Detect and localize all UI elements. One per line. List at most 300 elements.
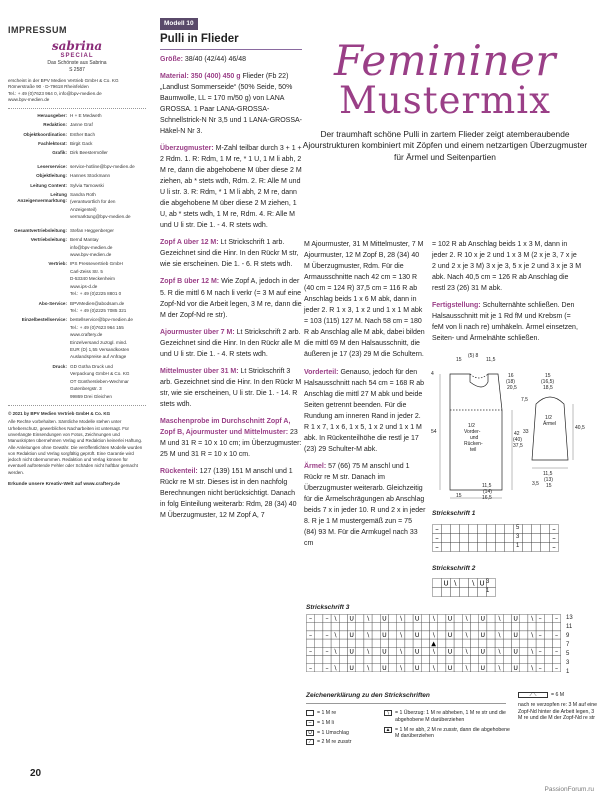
chart-cell — [442, 525, 451, 534]
row-number: 1 — [516, 543, 520, 549]
chart-cell — [544, 647, 552, 655]
chart-symbol: – — [538, 648, 542, 656]
chart-symbol: U — [479, 579, 485, 588]
k2tog-symbol: ∕ — [306, 739, 314, 745]
chart-cell — [405, 623, 413, 631]
chart-symbol: U — [480, 632, 486, 640]
chart-cell — [496, 543, 505, 552]
chart-cell — [460, 543, 469, 552]
chart-cell — [487, 647, 495, 655]
chart-cell — [315, 647, 323, 655]
chart-cell — [454, 647, 462, 655]
dim-label: (40) — [513, 437, 522, 443]
impressum-value-line: www.craftery.de — [70, 332, 103, 338]
impressum-value — [70, 173, 146, 180]
chart-symbol: ∖ — [497, 664, 502, 672]
chart-symbol: ∖ — [333, 648, 338, 656]
chart-cell — [553, 623, 561, 631]
impressum-value-line: Anzeigenteil) — [70, 206, 97, 212]
dim-label: 54 — [431, 429, 437, 435]
chart-cell — [454, 631, 462, 639]
chart-cell — [433, 588, 442, 597]
chart-symbol: U — [414, 615, 420, 623]
legal-note: Alle Rechte vorbehalten. Sämtliche Modelle stehen unter Urheberschutz, gewerbliches Nacharbeiten ist untersagt. Für unverlangte Einsendungen von Fotos, Zeichnungen und Manuskripten übernehmen Verlag und Redaktion keinerlei Haftung. Alle Anleitungen ohne Gewähr. Die veröffentlichten Modelle wurden von Redaktion und Verlag sorgfältig geprüft. Eine Garantie wird jedoch nicht übernommen. Redaktion und Verlag können für eventuell auftretende Fehler oder Schäden nicht haftbar gemacht werden. — [8, 419, 143, 475]
chart-cell — [471, 623, 479, 631]
chart-cell — [442, 543, 451, 552]
chart-symbol: U — [513, 632, 518, 640]
chart-cell — [372, 647, 380, 655]
chart-cell — [487, 656, 495, 664]
impressum-row — [8, 141, 146, 148]
chart-cell — [405, 631, 413, 639]
chart-cell — [528, 639, 536, 647]
chart-cell — [523, 543, 532, 552]
chart-cell — [442, 588, 451, 597]
chart-cell — [505, 525, 514, 534]
chart-symbol: – — [435, 525, 439, 534]
chart-cell — [503, 647, 511, 655]
dim-label: (14) — [483, 489, 492, 495]
instruction-paragraph — [304, 239, 426, 361]
chart-cell — [496, 534, 505, 543]
impressum-key: Einzelbestellservice: — [21, 317, 67, 323]
chart-cell — [433, 579, 442, 588]
chart-cell — [520, 631, 528, 639]
paragraph-text: Lt Strickschrift 1 arb. Gezeichnet sind die Hinr. In den Rückr M str, wie sie erscheinen. Die 1. - 6. R stets wdh. — [160, 239, 299, 269]
chart-cell — [553, 656, 561, 664]
address-line: erscheint in der BPV Medien Vertrieb GmbH & Co. KG — [8, 77, 119, 83]
chart-cell — [471, 647, 479, 655]
chart-symbol: ∖ — [431, 648, 436, 656]
impressum-value-line: Stefan Heggenberger — [70, 227, 114, 233]
chart-symbol: ∖ — [333, 632, 338, 640]
dim-label: 15 — [456, 493, 462, 499]
chart-cell — [471, 631, 479, 639]
impressum-value-line: Sandra Roth — [70, 192, 96, 198]
impressum-row — [8, 150, 146, 157]
chart-cell — [544, 664, 552, 672]
legend-item: = 1 Überzug: 1 M re abheben, 1 M re str und die abgehobene M darüberziehen — [395, 710, 506, 723]
impressum-value — [70, 261, 146, 298]
chart-cell — [487, 639, 495, 647]
chart-cell — [364, 639, 372, 647]
paragraph-text: M-Zahl teilbar durch 3 + 1 + 2 Rdm. 1. R: Rdm, 1 M re, * 1 U, 1 M li abh, 2 M re, dann die abgehobene M über diese 2 M ziehen, ab * stets wdh, Rdm. 2. R: Alle M und U li str. 3. R: Rdm, * 1 M li abh, 2 M re, dann die abgehobene M über diese 2 M ziehen, 1 U, ab * stets wdh, 1 M re, Rdm. 4. R: Alle M und U li str. Die 1. - 4. R stets wdh. — [160, 144, 302, 230]
chart-symbol: ∖ — [464, 648, 469, 656]
chart-cell — [544, 631, 552, 639]
impressum-value-line: www.bpv-medien.de — [70, 252, 112, 257]
chart-title-1: Strickschrift 1 — [432, 510, 476, 517]
instruction-paragraph — [160, 466, 302, 521]
knitting-chart-1 — [432, 524, 556, 552]
row-number: 5 — [516, 525, 520, 531]
chart-cell — [405, 615, 413, 623]
chart-cell — [397, 623, 405, 631]
impressum-row — [8, 183, 146, 190]
chart-cell — [438, 656, 446, 664]
impressum-value-line: bestellservice@bpv-medien.de — [70, 317, 133, 323]
chart-cell — [503, 631, 511, 639]
dim-label: (5) 8 — [468, 353, 479, 359]
chart-cell — [356, 664, 364, 672]
chart-cell — [421, 623, 429, 631]
dim-label: 18,5 — [543, 385, 553, 391]
address-line: www.bpv-medien.de — [8, 97, 50, 103]
chart-symbol: U — [349, 615, 354, 623]
hero-heading — [300, 36, 590, 163]
dim-label: 11,5 — [482, 483, 492, 489]
chart-symbol: – — [555, 615, 559, 623]
impressum-key: Gesamtvertriebsleitung: — [14, 227, 67, 233]
chart-cell — [339, 664, 347, 672]
chart-cell — [469, 543, 478, 552]
chart-cell — [487, 623, 495, 631]
impressum-key: Objektleitung: — [36, 173, 67, 179]
chart-cell — [471, 656, 479, 664]
chart-symbol: ∖ — [464, 615, 469, 623]
chart-symbol: ∖ — [398, 664, 403, 672]
chart-cell — [421, 656, 429, 664]
legend-col-a — [306, 710, 376, 749]
chart-cell — [512, 639, 520, 647]
chart-symbol: – — [309, 648, 313, 656]
impressum-key: Vertrieb: — [48, 261, 67, 267]
chart-cell — [460, 579, 469, 588]
chart-symbol: U — [480, 615, 486, 623]
paragraph-heading: Zopf B über 12 M: — [160, 278, 220, 286]
paragraph-heading: Größe: — [160, 55, 183, 63]
chart-symbol: U — [447, 648, 453, 656]
chart-cell — [315, 615, 323, 623]
chart-cell — [523, 534, 532, 543]
chart-cell — [389, 615, 397, 623]
chart-cell — [462, 656, 470, 664]
chart-grid — [432, 524, 559, 552]
chart-symbol: ∖ — [530, 664, 534, 672]
chart-cell — [438, 647, 446, 655]
chart-cell — [478, 525, 487, 534]
chart-cell — [446, 623, 454, 631]
impressum-row — [8, 261, 146, 298]
chart-cell — [339, 615, 347, 623]
legend-title: Zeichenerklärung zu den Strickschriften — [306, 692, 430, 699]
chart-cell — [462, 639, 470, 647]
impressum-key: Redaktion: — [43, 122, 67, 128]
chart-cell — [339, 639, 347, 647]
dim-label: 33 — [523, 429, 529, 435]
chart-cell — [380, 656, 388, 664]
chart-cell — [405, 664, 413, 672]
brand-logo: sabrina — [51, 38, 103, 53]
chart-cell — [413, 639, 421, 647]
impressum-value-line: Auslandspreise auf Anfrage — [70, 354, 127, 360]
instructions-column-1 — [160, 18, 302, 527]
chart-cell — [454, 664, 462, 672]
page-number: 20 — [30, 768, 42, 779]
chart-cell — [460, 588, 469, 597]
chart-cell — [451, 588, 460, 597]
chart-symbol: ∖ — [470, 579, 476, 588]
copyright: © 2021 by BPV Medien Vertrieb GmbH & Co. KG — [8, 411, 111, 417]
chart-cell — [315, 656, 323, 664]
impressum-value-line: GD Gotha Druck und — [70, 363, 113, 369]
paragraph-text: Lt Strickschrift 2 arb. Gezeichnet sind die Hinr. In den Rückr alle M und U li str. Die 1. - 4. R stets wdh. — [160, 328, 301, 358]
impressum-value-line: Dirk Beestermöller — [70, 150, 108, 156]
piece-label: 1/2 — [545, 415, 552, 421]
chart-symbol: U — [382, 615, 387, 623]
chart-cell — [372, 656, 380, 664]
chart-cell — [315, 664, 323, 672]
address-line: Tel.: + 49 (0)7623 964 0, info@bpv-medien.de — [8, 90, 102, 96]
chart-cell — [487, 664, 495, 672]
chart-symbol: – — [555, 664, 559, 672]
chart-cell — [471, 664, 479, 672]
impressum-value-line: Hannes Stockmann — [70, 173, 111, 179]
impressum-row — [8, 164, 146, 171]
chart-cell — [307, 656, 315, 664]
chart-cell — [536, 623, 544, 631]
chart-cell — [380, 639, 388, 647]
row-number: 7 — [566, 642, 570, 648]
chart-cell — [372, 639, 380, 647]
chart-cell — [544, 615, 552, 623]
impressum-row — [8, 364, 146, 401]
dim-label: 15 — [456, 357, 462, 363]
hero-title-line1: Femininer — [334, 36, 556, 85]
chart-cell — [356, 639, 364, 647]
paragraph-text: Lt Strickschrift 3 arb. Gezeichnet sind die Hinr. In den Rückr M str, wie sie erscheinen, U li str. Die 1. - 14. R stets wdh. — [160, 367, 302, 408]
impressum-value-line: IPS Pressevertrieb GmbH — [70, 261, 123, 267]
chart-cell — [364, 656, 372, 664]
impressum-value-line: Bernd Mantay — [70, 237, 99, 243]
instruction-paragraph — [160, 237, 302, 270]
chart-symbol: U — [513, 664, 518, 672]
chart-cell — [323, 639, 331, 647]
paragraph-heading: Maschenprobe im Durchschnitt Zopf A, Zopf B, Ajourmuster und Mittelmuster: — [160, 418, 291, 437]
chart-symbol: U — [443, 579, 449, 588]
chart-cell — [503, 623, 511, 631]
chart-cell — [438, 631, 446, 639]
dim-label: 4 — [431, 371, 434, 377]
chart-symbol: U — [414, 648, 420, 656]
impressum-value-line: 99869 Drei Gleichen — [70, 393, 112, 399]
impressum-key: Leitung Content: — [30, 182, 67, 188]
chart-cell — [315, 631, 323, 639]
chart-cell — [348, 639, 356, 647]
chart-cell — [405, 639, 413, 647]
impressum-row — [8, 237, 146, 259]
chart-symbol: ∖ — [464, 632, 469, 640]
chart-cell — [460, 525, 469, 534]
chart-cell — [544, 656, 552, 664]
instruction-paragraph — [160, 276, 302, 320]
impressum-value-line: Verpackung GmbH & Co. KG — [70, 371, 130, 377]
chart-cell — [356, 615, 364, 623]
impressum-value-line: Esther Bach — [70, 131, 96, 137]
dim-label: 16 — [508, 373, 514, 379]
chart-symbol: ∖ — [431, 664, 436, 672]
knitting-chart-3 — [306, 614, 562, 678]
chart-cell — [454, 639, 462, 647]
instruction-paragraph — [160, 54, 302, 65]
paragraph-heading: Mittelmuster über 31 M: — [160, 367, 239, 375]
piece-label: und — [470, 435, 479, 441]
chart-cell — [528, 656, 536, 664]
chart-grid — [306, 614, 561, 672]
chart-cell — [495, 656, 503, 664]
paragraph-heading: Fertigstellung: — [432, 302, 481, 310]
paragraph-text: Schulternähte schließen. Den Halsausschnitt mit je 1 Rd fM und Krebsm (= feM von li nach re) umhäkeln. Ärmel einsetzen, Seiten- und Ärmelnähte schließen. — [432, 302, 578, 343]
instruction-paragraph — [304, 461, 426, 549]
impressum-row — [8, 228, 146, 235]
chart-cell — [520, 639, 528, 647]
impressum-value-line: Carl-Zeiss Str. 5 — [70, 268, 103, 274]
chart-cell — [372, 631, 380, 639]
chart-symbol: – — [325, 648, 329, 656]
chart-cell — [454, 656, 462, 664]
legend-item: = 1 M re abh, 2 M re zusstr, dann die abgehobene M darüberziehen — [395, 726, 510, 740]
dim-label: 11,5 — [543, 471, 553, 477]
chart-symbol: ∖ — [333, 664, 338, 672]
chart-symbol: – — [309, 632, 313, 640]
chart-cell — [446, 639, 454, 647]
chart-cell — [356, 631, 364, 639]
chart-cell — [520, 656, 528, 664]
chart-symbol: ▲ — [431, 640, 436, 648]
chart-cell — [478, 534, 487, 543]
chart-symbol: U — [382, 648, 387, 656]
impressum-row — [8, 132, 146, 139]
chart-cell — [331, 623, 339, 631]
impressum-key: Objektkoordination: — [23, 131, 67, 137]
chart-cell — [348, 656, 356, 664]
impressum-value — [70, 228, 146, 235]
chart-cell — [421, 639, 429, 647]
chart-symbol: ∖ — [530, 632, 534, 640]
chart-cell — [520, 664, 528, 672]
chart-cell — [505, 543, 514, 552]
chart-symbol: ∖ — [497, 648, 502, 656]
chart-symbol: – — [435, 534, 439, 543]
piece-label: Rücken- — [464, 441, 483, 447]
chart-symbol: ∖ — [497, 632, 502, 640]
chart-symbol: – — [555, 632, 559, 640]
impressum-row — [8, 317, 146, 362]
impressum-value — [70, 164, 146, 171]
impressum-value — [70, 150, 146, 157]
chart-cell — [438, 615, 446, 623]
chart-cell — [503, 615, 511, 623]
chart-symbol: U — [349, 664, 354, 672]
chart-cell — [438, 623, 446, 631]
impressum-value — [70, 122, 146, 129]
chart-cell — [512, 656, 520, 664]
chart-symbol: – — [538, 615, 542, 623]
chart-cell — [479, 639, 487, 647]
chart-cell — [471, 639, 479, 647]
impressum-value-line: Janne Graf — [70, 122, 93, 128]
chart-symbol: – — [555, 648, 559, 656]
chart-cell — [307, 639, 315, 647]
chart-cell — [460, 534, 469, 543]
chart-cell — [553, 639, 561, 647]
chart-cell — [544, 623, 552, 631]
impressum-key: Herausgeber: — [37, 112, 67, 118]
chart-cell — [532, 543, 541, 552]
legend-item-text: nach re verzopfen re: 3 M auf eine Zopf-Nd hinter die Arbeit legen, 3 M re und die M der Zopf-Nd re str — [518, 701, 598, 722]
impressum-rows — [8, 113, 146, 401]
chart-symbol: – — [552, 534, 556, 543]
paragraph-heading: Ajourmuster über 7 M: — [160, 328, 235, 336]
chart-cell — [438, 639, 446, 647]
yarn-over-symbol: U — [306, 730, 314, 736]
chart-cell — [446, 656, 454, 664]
chart-symbol: U — [382, 632, 387, 640]
chart-symbol: – — [309, 664, 313, 672]
chart-cell — [331, 639, 339, 647]
chart-cell — [454, 623, 462, 631]
impressum-row — [8, 301, 146, 316]
instruction-paragraph — [160, 143, 302, 231]
chart-symbol: ∖ — [366, 632, 370, 640]
chart-cell — [479, 656, 487, 664]
instruction-paragraph — [432, 239, 582, 294]
dim-label: 40,5 — [575, 425, 585, 431]
chart-cell — [339, 647, 347, 655]
impressum-value-line: www.ips-d.de — [70, 283, 98, 289]
chart-cell — [430, 656, 438, 664]
model-badge: Modell 10 — [160, 18, 198, 30]
chart-symbol: U — [513, 648, 518, 656]
knitting-chart-2 — [432, 578, 485, 596]
impressum-value-line: Einzelversand zuzügl. mind. — [70, 339, 128, 345]
row-number: 11 — [566, 624, 573, 630]
impressum-value-line: EUR (D) 1,55 Versandkosten — [70, 347, 130, 353]
chart-cell — [478, 543, 487, 552]
chart-cell — [487, 631, 495, 639]
row-number: 3 — [486, 579, 490, 585]
chart-symbol: U — [349, 648, 354, 656]
chart-cell — [541, 543, 550, 552]
chart-cell — [389, 647, 397, 655]
instruction-paragraph — [304, 367, 426, 455]
piece-label: Vorder- — [464, 429, 481, 435]
purl-symbol: – — [306, 720, 314, 726]
chart-symbol: U — [480, 648, 486, 656]
chart-cell — [389, 623, 397, 631]
chart-symbol: ∖ — [497, 615, 502, 623]
chart-cell — [503, 656, 511, 664]
chart-cell — [315, 623, 323, 631]
impressum-value-line: vermarktung@bpv-medien.de — [70, 214, 131, 220]
chart-symbol: ∖ — [398, 615, 403, 623]
chart-cell — [389, 631, 397, 639]
paragraph-text: 57 (66) 75 M anschl und 1 Rückr re M str. Danach im Überzugmuster weiterarb. Gleichzeitig für die Ärmelschrägungen ab Anschlag beids 7 x in jeder 10. R und 2 x in jeder 8. R je 1 M mustergemäß zun = 75 (84) 93 M. Für die Armkugel nach 33 cm — [304, 462, 426, 548]
impressum-value — [70, 317, 146, 362]
chart-symbol: U — [480, 664, 486, 672]
ssk-symbol: ∖ — [384, 710, 392, 716]
impressum-footer: Erkunde unsere Kreativ-Welt auf www.craftery.de — [8, 481, 120, 487]
chart-cell — [544, 639, 552, 647]
paragraph-text: 38/40 (42/44) 46/48 — [182, 55, 247, 63]
chart-cell — [372, 664, 380, 672]
col1-paragraphs — [160, 54, 302, 522]
chart-title-3: Strickschrift 3 — [306, 604, 350, 611]
chart-symbol: ∖ — [398, 632, 403, 640]
chart-cell — [487, 534, 496, 543]
impressum-row — [8, 122, 146, 129]
row-number: 5 — [566, 651, 570, 657]
impressum-key: Leitung Anzeigenvermarktung: — [17, 192, 67, 204]
